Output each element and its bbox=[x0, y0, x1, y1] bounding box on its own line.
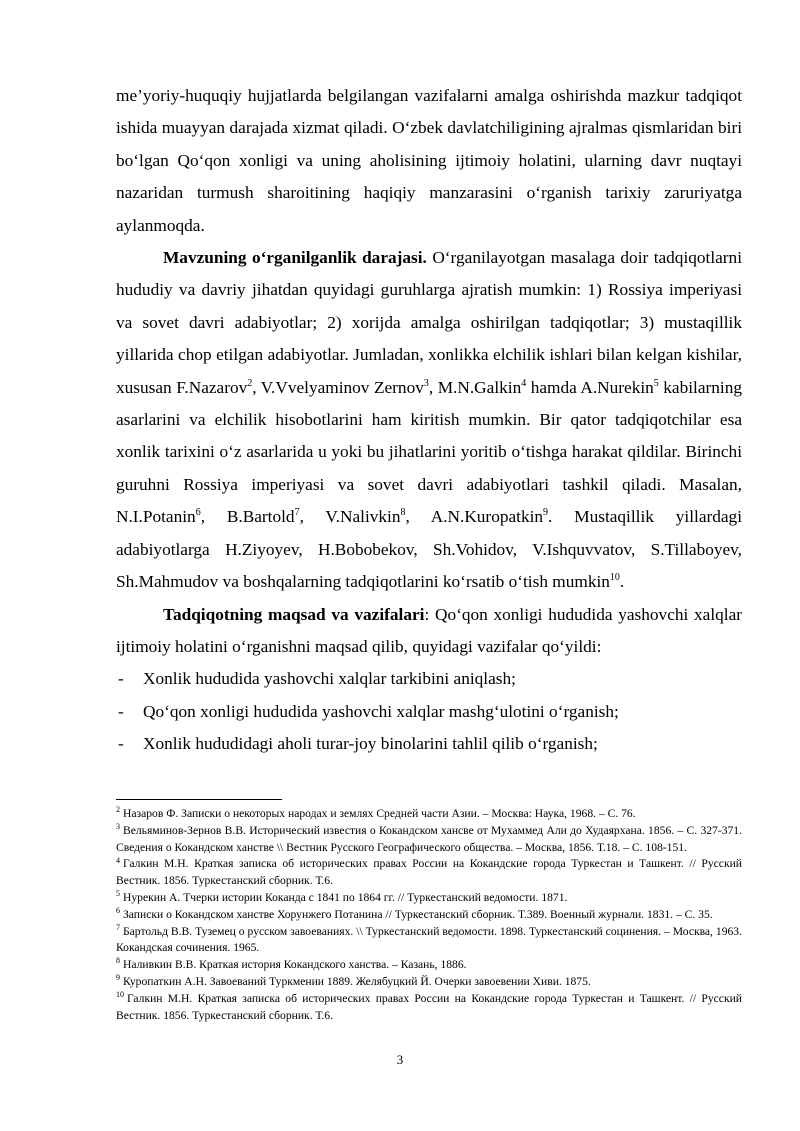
footnote-ref-4: 4 bbox=[521, 377, 527, 389]
section-heading-literature: Mavzuning o‘rganilganlik darajasi. bbox=[163, 248, 427, 268]
footnote-5: $^5$ Нурекин А. Тчерки истории Коканда с 1841 по 1864 гг. // Туркестанский ведомости. 1871. bbox=[116, 889, 568, 904]
footnotes bbox=[116, 806, 742, 1024]
footnote-2: $^2$ Назаров Ф. Записки о некоторых народах и землях Средней части Азии. – Москва: Наука, 1968. – С. 76. bbox=[116, 805, 636, 820]
footnote-3: $^3$ Вельяминов-Зернов В.В. Исторический известия о Кокандском хансве от Мухаммед Али до Худаярхана. 1856. – С. 327-371. Сведения о Кокандском ханстве \\ Вестник Русского Географического общества. – Москва, 1856. Т.18. – С. 108-151. bbox=[116, 821, 742, 854]
list-marker: - bbox=[118, 701, 124, 721]
list-marker: - bbox=[118, 734, 124, 754]
list-item: - Xonlik hududida yashovchi xalqlar tarkibini aniqlash; bbox=[116, 663, 742, 695]
list-item: - Qo‘qon xonligi hududida yashovchi xalqlar mashg‘ulotini o‘rganish; bbox=[116, 696, 742, 728]
footnote-ref-10: 10 bbox=[609, 572, 620, 584]
paragraph-intro-continuation: me’yoriy-huquqiy hujjatlarda belgilangan vazifalarni amalga oshirishda mazkur tadqiqot ishida muayyan darajada xizmat qiladi. O‘zbek davlatchiligining ajralmas qismlaridan biri bo‘lgan Qo‘qon xonligi va uning aholisining ijtimoiy holatini, ularning davr nuqtayi nazaridan turmush sharoitining haqiqiy manzarasini o‘rganish tarixiy zaruriyatga aylanmoqda. bbox=[116, 86, 742, 235]
footnote-ref-9: 9 bbox=[543, 507, 549, 519]
footnote-ref-3: 3 bbox=[423, 377, 429, 389]
text-segment: , B.Bartold bbox=[200, 507, 295, 527]
footnote-4: $^4$ Галкин М.Н. Краткая записка об исторических правах России на Кокандские города Туркестан и Ташкент. // Русский Вестник. 1856. Туркестанский сборник. Т.6. bbox=[116, 855, 742, 888]
list-marker: - bbox=[118, 669, 124, 689]
footnote-6: $^6$ Записки о Кокандском ханстве Хорунжего Потанина // Туркестанский сборник. Т.389. Военный журнали. 1831. – С. 35. bbox=[116, 905, 713, 921]
footnote-ref-2: 2 bbox=[247, 377, 253, 389]
text-segment: . Mustaqillik yillardagi adabiyotlarga H.Ziyoyev, H.Bobobekov, Sh.Vohidov, V.Ishquvvatov, S.Tillaboyev, Sh.Mahmudov va boshqalarning tadqiqotlarini ko‘rsatib o‘tish mumkin bbox=[116, 507, 742, 592]
text-segment: : Qo‘qon xonligi hududida yashovchi xalqlar ijtimoiy holatini o‘rganishni maqsad qilib, quyidagi vazifalar qo‘yildi: bbox=[116, 604, 743, 656]
footnote-7: $^7$ Бартольд В.В. Туземец о русском завоеваниях. \\ Туркестанский ведомости. 1898. Туркестанский социнения. – Москва, 1963. Кокандская сочинения. 1965. bbox=[116, 922, 742, 955]
footnote-ref-5: 5 bbox=[653, 377, 659, 389]
section-heading-goals: Tadqiqotning maqsad va vazifalari bbox=[163, 604, 425, 624]
task-list bbox=[116, 663, 742, 760]
text-segment: , A.N.Kuropatkin bbox=[405, 507, 544, 527]
text-segment: , M.N.Galkin bbox=[428, 377, 522, 397]
footnote-ref-7: 7 bbox=[294, 507, 300, 519]
footnote-ref-8: 8 bbox=[400, 507, 406, 519]
text-segment: hamda A.Nurekin bbox=[526, 377, 654, 397]
footnote-8: $^8$ Наливкин В.В. Краткая история Кокандского ханства. – Казань, 1886. bbox=[116, 956, 467, 972]
footnote-separator bbox=[116, 799, 282, 800]
text-segment: , V.Nalivkin bbox=[299, 507, 401, 527]
footnote-ref-6: 6 bbox=[195, 507, 201, 519]
footnote-9: $^9$ Куропаткин А.Н. Завоеваний Туркмении 1889. Желябуцкий Й. Очерки завоевении Хиви. 1875. bbox=[116, 973, 591, 988]
footnote-10: $^{10}$ Галкин М.Н. Краткая записка об исторических правах России на Кокандские города Туркестан и Ташкент. // Русский Вестник. 1856. Туркестанский сборник. Т.6. bbox=[116, 989, 742, 1022]
main-text bbox=[116, 80, 742, 761]
text-segment: O‘rganilayotgan masalaga doir tadqiqotlarni hududiy va davriy jihatdan quyidagi guruhlarga ajratish mumkin: 1) Rossiya imperiyasi va sovet davri adabiyotlar; 2) xorijda amalga oshirilgan tadqiqotlar; 3) mustaqillik yillarida chop etilgan adabiyotlar. Jumladan, xonlikka elchilik ishlari bilan kelgan kishilar, xususan F.Nazarov bbox=[116, 248, 742, 397]
text-segment: kabilarning asarlarini va elchilik hisobotlarini ham kiritish mumkin. Bir qator tadqiqotchilar esa xonlik tarixini o‘z asarlarida u yoki bu jihatlarini yoritib o‘tishga harakat qildilar. Birinchi guruhni Rossiya imperiyasi va sovet davri adabiyotlari tashkil qiladi. Masalan, N.I.Potanin bbox=[116, 377, 742, 527]
paragraph-literature-review bbox=[116, 242, 742, 598]
paragraph-goals bbox=[116, 599, 742, 664]
text-segment: . bbox=[619, 572, 625, 592]
list-item: - Xonlik hududidagi aholi turar-joy binolarini tahlil qilib o‘rganish; bbox=[116, 728, 742, 760]
text-segment: , V.Vvelyaminov Zernov bbox=[252, 377, 424, 397]
page-number: 3 bbox=[396, 1052, 404, 1067]
